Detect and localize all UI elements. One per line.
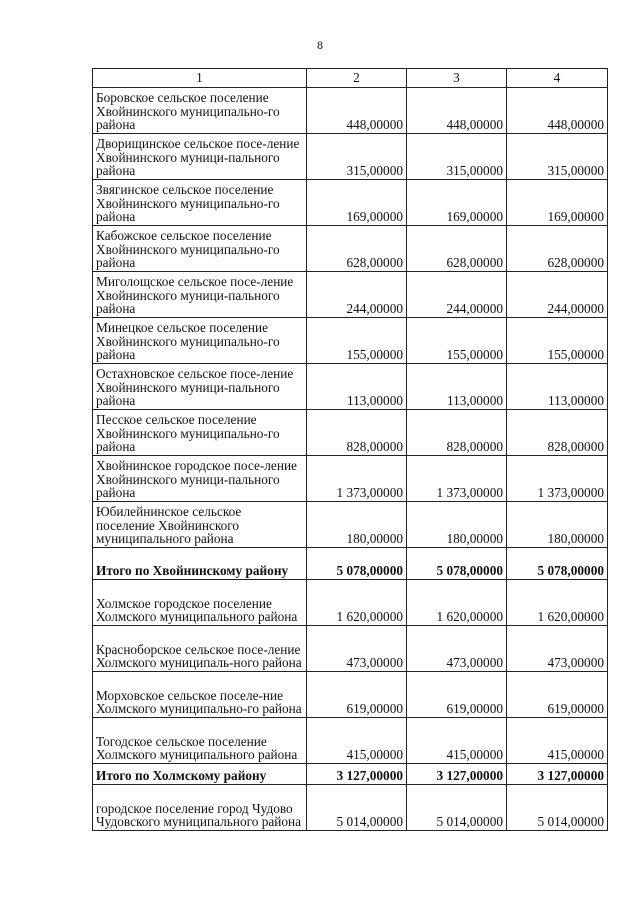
table-total-row <box>93 548 608 580</box>
table-row <box>93 502 608 548</box>
amount-cell-2: 619,00000 <box>307 672 407 718</box>
municipality-name: Дворищинское сельское посе-ление Хвойнинского муници-пального района <box>93 134 307 180</box>
amount-cell-3: 1 620,00000 <box>407 580 507 626</box>
amount-cell-4: 3 127,00000 <box>507 764 608 785</box>
amount-cell-2: 169,00000 <box>307 180 407 226</box>
table-row <box>93 785 608 831</box>
amount-cell-4: 315,00000 <box>507 134 608 180</box>
table-total-row <box>93 764 608 785</box>
municipality-name: Звягинское сельское поселение Хвойнинского муниципально-го района <box>93 180 307 226</box>
amount-cell-3: 315,00000 <box>407 134 507 180</box>
amount-cell-3: 113,00000 <box>407 364 507 410</box>
amount-cell-3: 5 078,00000 <box>407 548 507 580</box>
table-row <box>93 718 608 764</box>
amount-cell-4: 5 014,00000 <box>507 785 608 831</box>
table-row <box>93 318 608 364</box>
amount-cell-3: 619,00000 <box>407 672 507 718</box>
table-row <box>93 580 608 626</box>
amount-cell-3: 415,00000 <box>407 718 507 764</box>
column-header: 3 <box>407 69 507 88</box>
column-header: 2 <box>307 69 407 88</box>
table-row <box>93 180 608 226</box>
amount-cell-2: 113,00000 <box>307 364 407 410</box>
amount-cell-3: 828,00000 <box>407 410 507 456</box>
amount-cell-4: 1 620,00000 <box>507 580 608 626</box>
amount-cell-3: 448,00000 <box>407 88 507 134</box>
amount-cell-3: 169,00000 <box>407 180 507 226</box>
amount-cell-4: 113,00000 <box>507 364 608 410</box>
municipality-name: Остахновское сельское посе-ление Хвойнинского муници-пального района <box>93 364 307 410</box>
amount-cell-4: 155,00000 <box>507 318 608 364</box>
table-row <box>93 410 608 456</box>
amount-cell-3: 473,00000 <box>407 626 507 672</box>
page-number: 8 <box>317 38 323 52</box>
table-row <box>93 226 608 272</box>
municipality-name: Кабожское сельское поселение Хвойнинского муниципально-го района <box>93 226 307 272</box>
amount-cell-4: 5 078,00000 <box>507 548 608 580</box>
amount-cell-2: 3 127,00000 <box>307 764 407 785</box>
table-row <box>93 88 608 134</box>
total-label: Итого по Холмскому району <box>93 764 307 785</box>
amount-cell-4: 473,00000 <box>507 626 608 672</box>
amount-cell-4: 619,00000 <box>507 672 608 718</box>
column-header: 4 <box>507 69 608 88</box>
amount-cell-2: 473,00000 <box>307 626 407 672</box>
municipality-name: Хвойнинское городское посе-ление Хвойнинского муници-пального района <box>93 456 307 502</box>
amount-cell-4: 415,00000 <box>507 718 608 764</box>
municipality-name: Юбилейнинское сельское поселение Хвойнинского муниципального района <box>93 502 307 548</box>
table-row <box>93 626 608 672</box>
amount-cell-3: 3 127,00000 <box>407 764 507 785</box>
amount-cell-4: 828,00000 <box>507 410 608 456</box>
table-row <box>93 456 608 502</box>
table-row <box>93 272 608 318</box>
table-row <box>93 364 608 410</box>
amount-cell-3: 628,00000 <box>407 226 507 272</box>
municipality-name: Песское сельское поселение Хвойнинского муниципально-го района <box>93 410 307 456</box>
municipality-name: Боровское сельское поселение Хвойнинского муниципально-го района <box>93 88 307 134</box>
amount-cell-2: 448,00000 <box>307 88 407 134</box>
amount-cell-2: 315,00000 <box>307 134 407 180</box>
amount-cell-2: 5 078,00000 <box>307 548 407 580</box>
amount-cell-2: 155,00000 <box>307 318 407 364</box>
amount-cell-3: 5 014,00000 <box>407 785 507 831</box>
amount-cell-2: 1 620,00000 <box>307 580 407 626</box>
amount-cell-2: 828,00000 <box>307 410 407 456</box>
municipality-name: Морховское сельское поселе-ние Холмского муниципально-го района <box>93 672 307 718</box>
amount-cell-3: 1 373,00000 <box>407 456 507 502</box>
municipality-name: Холмское городское поселение Холмского муниципального района <box>93 580 307 626</box>
total-label: Итого по Хвойнинскому району <box>93 548 307 580</box>
amount-cell-4: 244,00000 <box>507 272 608 318</box>
table-header-row <box>93 69 608 88</box>
table-body <box>93 88 608 831</box>
column-header: 1 <box>93 69 307 88</box>
budget-table <box>92 68 608 831</box>
municipality-name: Миголощское сельское посе-ление Хвойнинского муници-пального района <box>93 272 307 318</box>
amount-cell-2: 180,00000 <box>307 502 407 548</box>
amount-cell-2: 1 373,00000 <box>307 456 407 502</box>
municipality-name: Тогодское сельское поселение Холмского муниципального района <box>93 718 307 764</box>
amount-cell-2: 244,00000 <box>307 272 407 318</box>
table-row <box>93 134 608 180</box>
table-row <box>93 672 608 718</box>
amount-cell-3: 155,00000 <box>407 318 507 364</box>
amount-cell-3: 180,00000 <box>407 502 507 548</box>
amount-cell-2: 628,00000 <box>307 226 407 272</box>
amount-cell-4: 628,00000 <box>507 226 608 272</box>
municipality-name: Минецкое сельское поселение Хвойнинского муниципально-го района <box>93 318 307 364</box>
amount-cell-4: 169,00000 <box>507 180 608 226</box>
amount-cell-4: 1 373,00000 <box>507 456 608 502</box>
amount-cell-4: 448,00000 <box>507 88 608 134</box>
amount-cell-2: 5 014,00000 <box>307 785 407 831</box>
amount-cell-3: 244,00000 <box>407 272 507 318</box>
municipality-name: городское поселение город Чудово Чудовского муниципального района <box>93 785 307 831</box>
municipality-name: Красноборское сельское посе-ление Холмского муниципаль-ного района <box>93 626 307 672</box>
amount-cell-2: 415,00000 <box>307 718 407 764</box>
amount-cell-4: 180,00000 <box>507 502 608 548</box>
